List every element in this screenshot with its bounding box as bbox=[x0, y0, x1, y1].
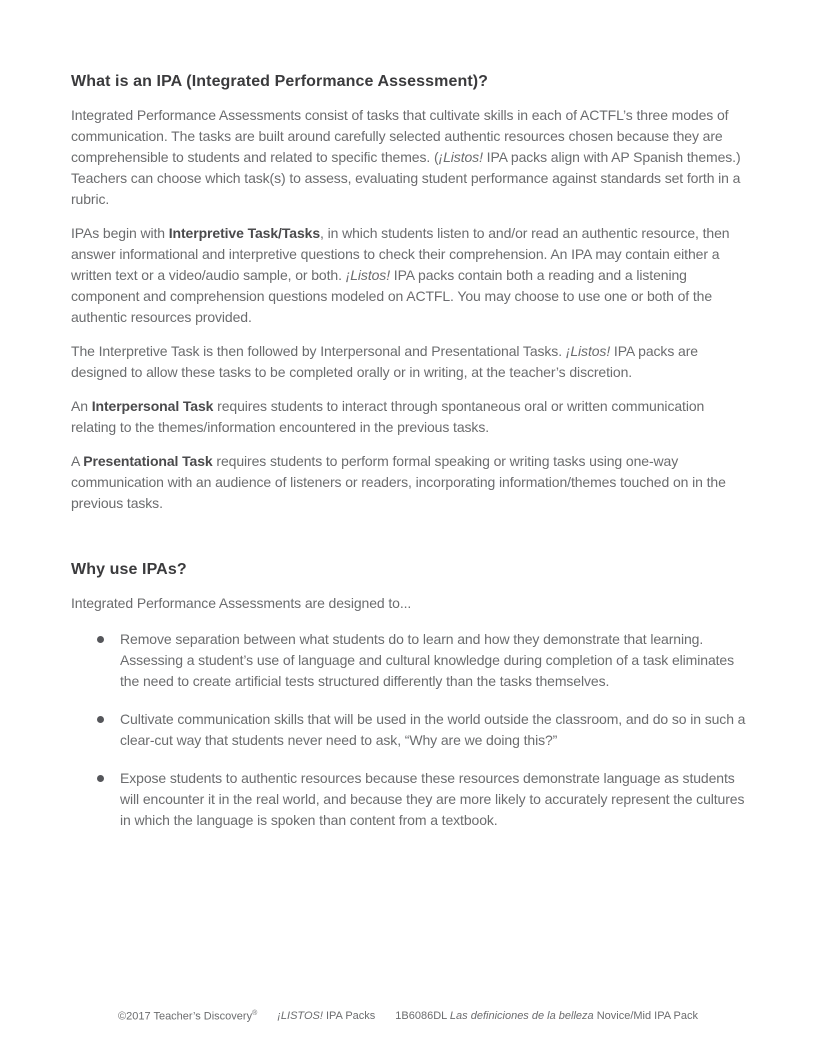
text-run: IPA Packs bbox=[322, 1010, 376, 1023]
bullet-icon bbox=[97, 775, 104, 782]
text-run: 1B6086DL bbox=[395, 1010, 450, 1023]
bold-term-presentational: Presentational Task bbox=[83, 453, 213, 469]
text-run: A bbox=[71, 453, 84, 469]
paragraph-interpretive-task bbox=[71, 223, 749, 328]
brand-name-italic: ¡Listos! bbox=[345, 267, 390, 283]
section-heading-why-use-ipas: Why use IPAs? bbox=[71, 561, 187, 578]
bold-term-interpersonal: Interpersonal Task bbox=[91, 398, 214, 414]
bullet-item-text: Expose students to authentic resources because these resources demonstrate language as students will encounter it in the real world, and because they are more likely to accurately represent the cultures in which the language is spoken than content from a textbook. bbox=[120, 770, 745, 828]
paragraph-interpersonal-task bbox=[71, 396, 749, 438]
brand-name-italic: ¡Listos! bbox=[438, 149, 483, 165]
section-what-is-ipa bbox=[71, 71, 749, 514]
text-run: The Interpretive Task is then followed by Interpersonal and Presentational Tasks. bbox=[71, 343, 566, 359]
paragraph-overview bbox=[71, 105, 749, 210]
footer-product-id bbox=[395, 1010, 698, 1023]
text-run: requires students to perform formal speaking or writing tasks using one-way communication with an audience of listeners or readers, incorporating information/themes touched on in the previous tasks. bbox=[71, 453, 726, 511]
text-run: IPA packs contain both a reading and a listening component and comprehension questions modeled on ACTFL. You may choose to use one or both of the authentic resources provided. bbox=[71, 267, 713, 325]
footer-brand bbox=[277, 1010, 375, 1023]
text-run: Novice/Mid IPA Pack bbox=[593, 1010, 698, 1023]
text-run: , in which students listen to and/or read an authentic resource, then answer informational and interpretive questions to check their comprehension. An IPA may contain either a written text or a video/audio sample, or both. bbox=[71, 225, 730, 283]
bullet-item-text: Cultivate communication skills that will be used in the world outside the classroom, and do so in such a clear-cut way that students never need to ask, “Why are we doing this?” bbox=[120, 711, 746, 748]
paragraph-task-order bbox=[71, 341, 749, 383]
product-title-italic: Las definiciones de la belleza bbox=[449, 1010, 594, 1023]
brand-name-italic: ¡Listos! bbox=[565, 343, 611, 359]
text-run: IPA packs are designed to allow these tasks to be completed orally or in writing, at the teacher’s discretion. bbox=[71, 343, 698, 380]
list-item bbox=[97, 709, 749, 751]
text-run: IPA packs align with AP Spanish themes.) Teachers can choose which task(s) to assess, evaluating student performance against standards set forth in a rubric. bbox=[71, 149, 741, 207]
text-run: An bbox=[71, 398, 92, 414]
section-why-use-ipas bbox=[71, 559, 749, 831]
bullet-item-text: Remove separation between what students do to learn and how they demonstrate that learning. Assessing a student’s use of language and cultural knowledge during completion of a task eliminates the need to create artificial tests structured differently than the tasks themselves. bbox=[120, 631, 735, 689]
paragraph-presentational-task bbox=[71, 451, 749, 514]
page-content bbox=[71, 71, 749, 848]
registered-trademark-symbol: ® bbox=[252, 1010, 258, 1018]
text-run: ©2017 Teacher’s Discovery bbox=[118, 1011, 253, 1023]
text-run: IPAs begin with bbox=[71, 225, 169, 241]
benefits-bullet-list bbox=[71, 629, 749, 831]
bold-term-interpretive: Interpretive Task/Tasks bbox=[168, 225, 321, 241]
page-footer bbox=[0, 1010, 816, 1023]
text-run: requires students to interact through spontaneous oral or written communication relating to the themes/information encountered in the previous tasks. bbox=[71, 398, 705, 435]
section-heading-what-is-ipa: What is an IPA (Integrated Performance Assessment)? bbox=[71, 73, 489, 90]
list-item bbox=[97, 629, 749, 692]
bullet-icon bbox=[97, 716, 104, 723]
list-item bbox=[97, 768, 749, 831]
footer-copyright bbox=[118, 1010, 257, 1023]
text-run: Integrated Performance Assessments consist of tasks that cultivate skills in each of ACTFL’s three modes of communication. The tasks are built around carefully selected authentic resources chosen because they are comprehensible to students and related to specific themes. ( bbox=[71, 107, 729, 165]
brand-name-italic: ¡LISTOS! bbox=[277, 1010, 323, 1023]
paragraph-intro-designed-to: Integrated Performance Assessments are designed to... bbox=[71, 595, 412, 611]
bullet-icon bbox=[97, 636, 104, 643]
